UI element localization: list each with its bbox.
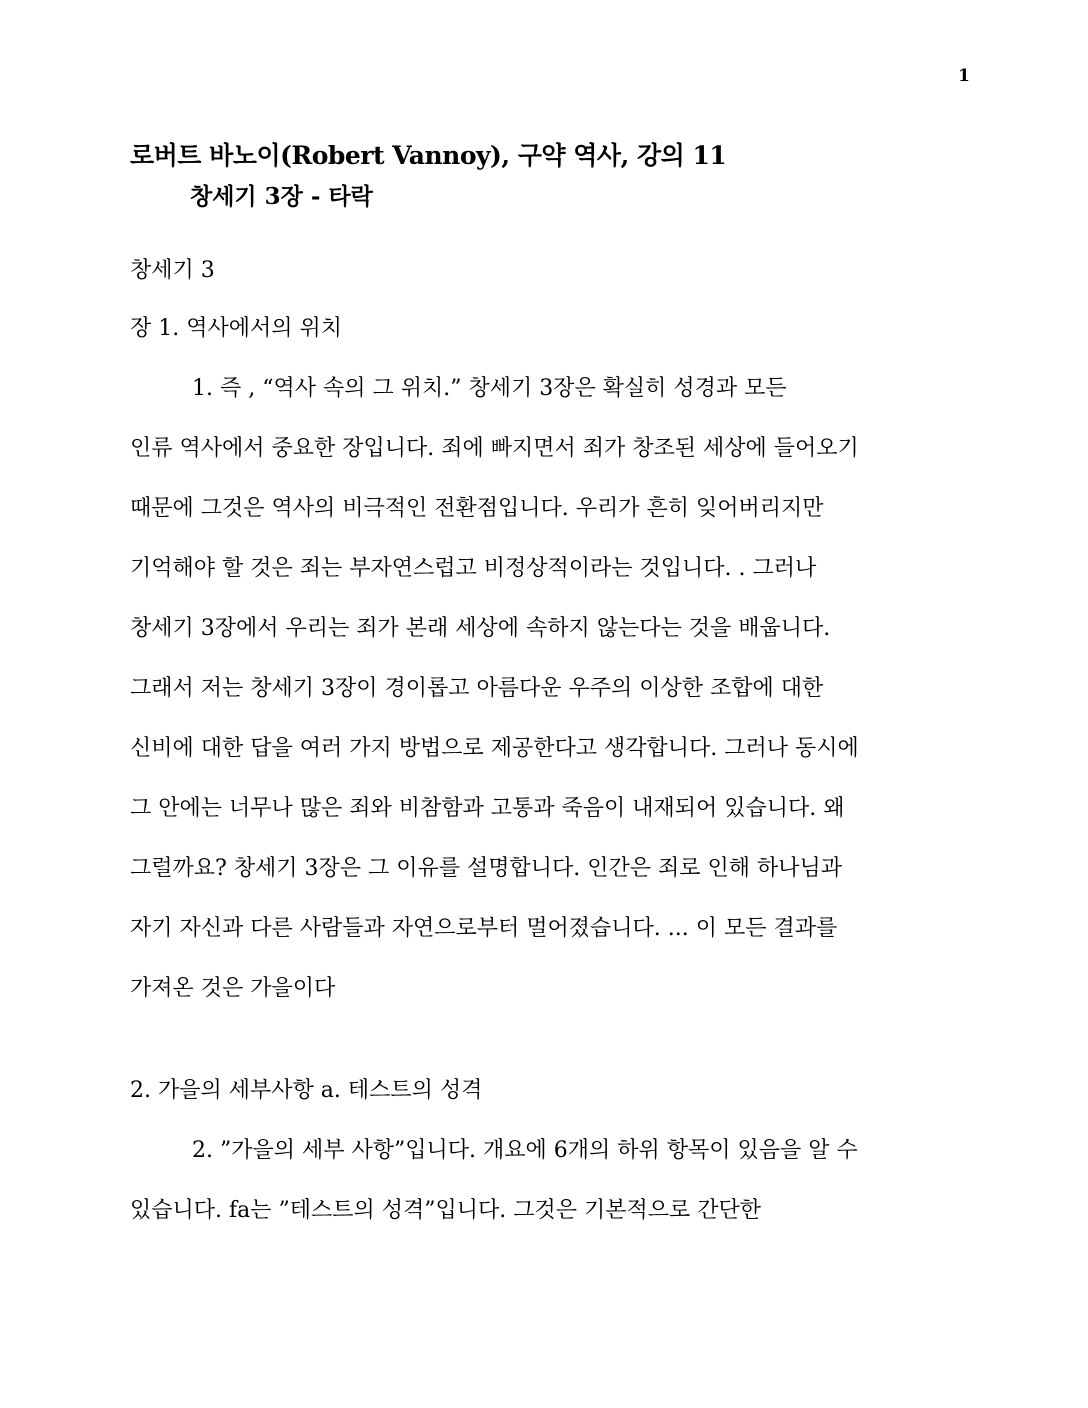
document-title: 로버트 바노이(Robert Vannoy), 구약 역사, 강의 11 [130, 141, 727, 170]
section-heading-position: 장 1. 역사에서의 위치 [130, 316, 342, 341]
paragraph-line: 있습니다. fa는 ”테스트의 성격”입니다. 그것은 기본적으로 간단한 [130, 1198, 762, 1223]
section-heading-chapter: 창세기 3 [130, 258, 215, 283]
paragraph-line: 때문에 그것은 역사의 비극적인 전환점입니다. 우리가 흔히 잊어버리지만 [130, 496, 824, 521]
section-heading-details: 2. 가을의 세부사항 a. 테스트의 성격 [130, 1078, 483, 1103]
page-number: 1 [958, 66, 970, 86]
paragraph-line: 그래서 저는 창세기 3장이 경이롭고 아름다운 우주의 이상한 조합에 대한 [130, 676, 824, 701]
paragraph-line: 창세기 3장에서 우리는 죄가 본래 세상에 속하지 않는다는 것을 배웁니다. [130, 616, 831, 641]
paragraph-line: 1. 즉 , “역사 속의 그 위치.” 창세기 3장은 확실히 성경과 모든 [192, 376, 787, 401]
paragraph-line: 자기 자신과 다른 사람들과 자연으로부터 멀어졌습니다. ... 이 모든 결과를 [130, 916, 838, 941]
paragraph-line: 신비에 대한 답을 여러 가지 방법으로 제공한다고 생각합니다. 그러나 동시에 [130, 736, 859, 761]
paragraph-line: 2. ”가을의 세부 사항”입니다. 개요에 6개의 하위 항목이 있음을 알 수 [192, 1138, 858, 1163]
paragraph-line: 가져온 것은 가을이다 [130, 976, 336, 1001]
paragraph-line: 그 안에는 너무나 많은 죄와 비참함과 고통과 죽음이 내재되어 있습니다. 왜 [130, 796, 845, 821]
paragraph-line: 그럴까요? 창세기 3장은 그 이유를 설명합니다. 인간은 죄로 인해 하나님과 [130, 856, 843, 881]
paragraph-line: 인류 역사에서 중요한 장입니다. 죄에 빠지면서 죄가 창조된 세상에 들어오기 [130, 436, 859, 461]
document-subtitle: 창세기 3장 - 타락 [190, 183, 373, 210]
paragraph-line: 기억해야 할 것은 죄는 부자연스럽고 비정상적이라는 것입니다. . 그러나 [130, 556, 817, 581]
